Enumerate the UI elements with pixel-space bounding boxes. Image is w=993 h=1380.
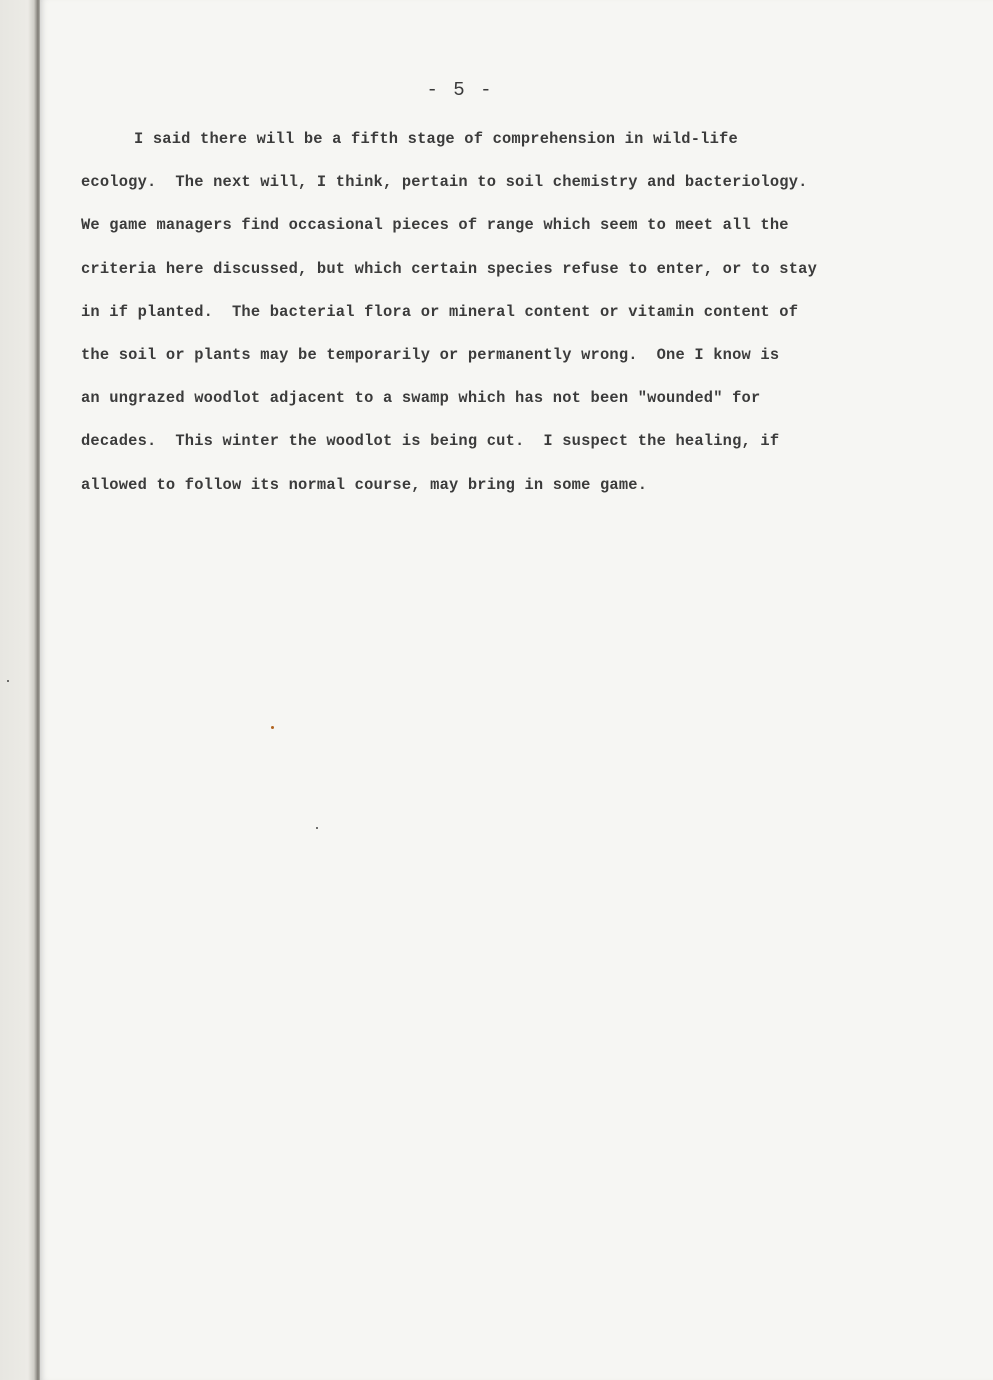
text-line: criteria here discussed, but which certain species refuse to enter, or to stay: [81, 259, 817, 278]
paper-speck: [271, 726, 274, 729]
text-line: ecology. The next will, I think, pertain to soil chemistry and bacteriology.: [81, 173, 808, 192]
page-number: - 5 -: [426, 79, 494, 101]
text-line: the soil or plants may be temporarily or permanently wrong. One I know is: [81, 346, 780, 365]
paper-speck: [7, 680, 9, 682]
paper-speck: [316, 827, 318, 829]
text-line: allowed to follow its normal course, may bring in some game.: [81, 475, 648, 494]
text-line: an ungrazed woodlot adjacent to a swamp which has not been "wounded" for: [81, 389, 761, 408]
text-line: in if planted. The bacterial flora or mineral content or vitamin content of: [81, 302, 799, 321]
text-line: decades. This winter the woodlot is being cut. I suspect the healing, if: [81, 432, 780, 451]
binding-edge: [0, 0, 40, 1380]
text-line: I said there will be a fifth stage of comprehension in wild-life: [134, 130, 738, 148]
typed-paragraph: [81, 118, 921, 507]
text-line: We game managers find occasional pieces of range which seem to meet all the: [81, 216, 789, 235]
